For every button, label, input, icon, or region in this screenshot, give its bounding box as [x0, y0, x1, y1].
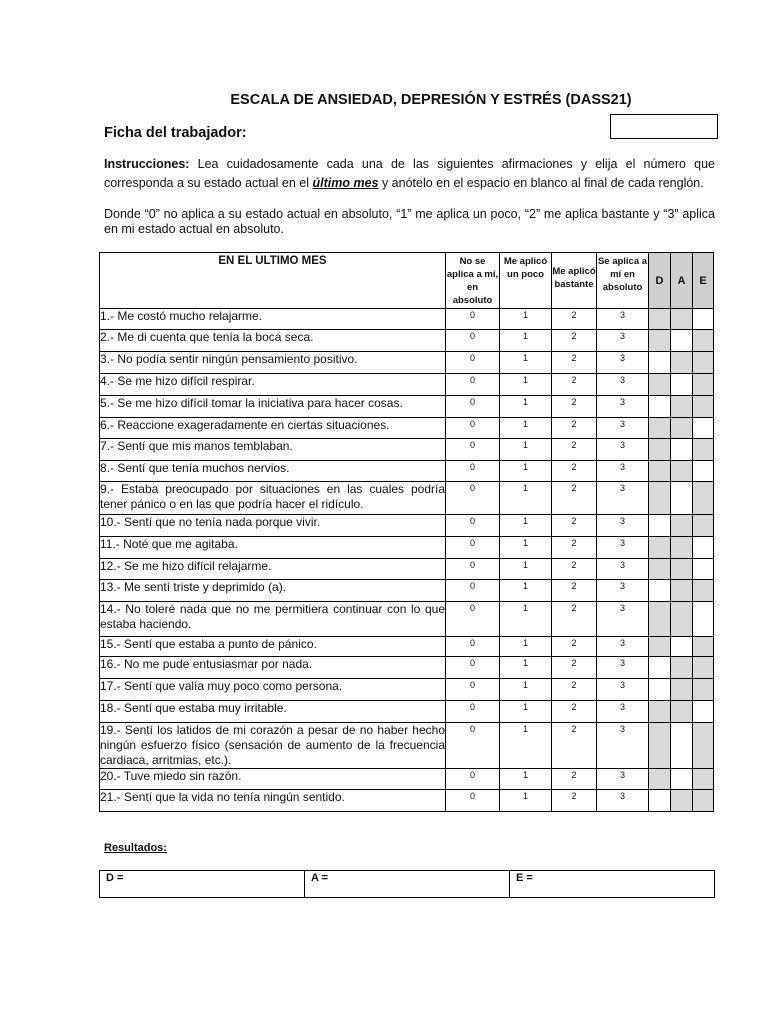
scale-option-0[interactable]: 0	[446, 396, 500, 418]
scale-option-3[interactable]: 3	[597, 482, 649, 515]
score-cell-e	[693, 679, 714, 701]
items-body	[100, 309, 714, 812]
scale-option-1[interactable]: 1	[500, 723, 552, 769]
score-cell-e	[693, 439, 714, 461]
scale-option-0[interactable]: 0	[446, 580, 500, 602]
item-text: 19.- Sentí los latidos de mi corazón a pesar de no haber hecho ningún esfuerzo físico (sensación de aumento de la frecuencia cardiaca, arritmias, etc.).	[100, 723, 445, 767]
item-text: 2.- Me di cuenta que tenía la boca seca.	[100, 330, 446, 352]
score-cell-e	[693, 482, 714, 515]
score-cell-d	[649, 461, 671, 482]
table-row	[100, 580, 714, 602]
item-text: 1.- Me costó mucho relajarme.	[100, 309, 446, 330]
score-cell-d[interactable]	[649, 790, 671, 812]
scale-option-3[interactable]: 3	[597, 769, 649, 790]
score-cell-d	[649, 559, 671, 580]
results-table	[99, 870, 715, 898]
score-cell-d	[649, 309, 671, 330]
item-text: 5.- Se me hizo difícil tomar la iniciativa para hacer cosas.	[100, 396, 446, 418]
table-row	[100, 602, 714, 637]
item-text: 10.- Sentí que no tenía nada porque vivir.	[100, 515, 446, 537]
scale-option-0[interactable]: 0	[446, 790, 500, 812]
scale-option-0[interactable]: 0	[446, 352, 500, 374]
scale-option-2[interactable]: 2	[552, 461, 597, 482]
score-cell-e	[693, 657, 714, 679]
score-cell-e[interactable]	[693, 701, 714, 723]
score-cell-a	[671, 657, 693, 679]
scale-option-1[interactable]: 1	[500, 309, 552, 330]
table-row	[100, 657, 714, 679]
score-cell-e	[693, 580, 714, 602]
col-header-a: A	[671, 253, 693, 309]
scale-option-3[interactable]: 3	[597, 701, 649, 723]
table-row	[100, 418, 714, 439]
table-row	[100, 482, 714, 515]
score-cell-e[interactable]	[693, 309, 714, 330]
scale-option-3[interactable]: 3	[597, 418, 649, 439]
scale-option-1[interactable]: 1	[500, 439, 552, 461]
table-row	[100, 330, 714, 352]
score-cell-e[interactable]	[693, 537, 714, 559]
scale-option-2[interactable]: 2	[552, 679, 597, 701]
scale-option-2[interactable]: 2	[552, 309, 597, 330]
scale-option-0[interactable]: 0	[446, 657, 500, 679]
score-cell-a[interactable]	[671, 330, 693, 352]
scale-option-0[interactable]: 0	[446, 515, 500, 537]
scale-option-2[interactable]: 2	[552, 769, 597, 790]
col-header-3: Se aplica a mí en absoluto	[597, 253, 649, 309]
scale-option-3[interactable]: 3	[597, 515, 649, 537]
score-cell-e	[693, 723, 714, 769]
score-cell-e	[693, 790, 714, 812]
scale-note: Donde “0” no aplica a su estado actual en absoluto, “1” me aplica un poco, “2” me aplica bastante y “3” aplica en mi estado actual en absoluto.	[104, 207, 715, 236]
scale-option-2[interactable]: 2	[552, 559, 597, 580]
score-cell-d[interactable]	[649, 396, 671, 418]
scale-option-1[interactable]: 1	[500, 352, 552, 374]
item-text: 14.- No toleré nada que no me permitiera continuar con lo que estaba haciendo.	[100, 602, 446, 637]
scale-option-0[interactable]: 0	[446, 439, 500, 461]
score-cell-e	[693, 637, 714, 657]
item-text: 8.- Sentí que tenía muchos nervios.	[100, 461, 446, 482]
score-cell-e	[693, 352, 714, 374]
table-row	[100, 396, 714, 418]
worker-sheet-input[interactable]	[610, 114, 718, 139]
scale-option-3[interactable]: 3	[597, 537, 649, 559]
scale-option-0[interactable]: 0	[446, 559, 500, 580]
score-cell-e[interactable]	[693, 559, 714, 580]
scale-option-3[interactable]: 3	[597, 637, 649, 657]
scale-option-3[interactable]: 3	[597, 679, 649, 701]
instructions	[104, 155, 715, 193]
scale-option-2[interactable]: 2	[552, 330, 597, 352]
item-text: 18.- Sentí que estaba muy irritable.	[100, 701, 446, 723]
scale-option-3[interactable]: 3	[597, 580, 649, 602]
scale-option-1[interactable]: 1	[500, 602, 552, 637]
score-cell-a[interactable]	[671, 374, 693, 396]
score-cell-a	[671, 396, 693, 418]
item-text: 3.- No podía sentir ningún pensamiento positivo.	[100, 352, 446, 374]
scale-option-0[interactable]: 0	[446, 679, 500, 701]
scale-option-2[interactable]: 2	[552, 352, 597, 374]
scale-option-3[interactable]: 3	[597, 602, 649, 637]
scale-option-3[interactable]: 3	[597, 790, 649, 812]
scale-option-1[interactable]: 1	[500, 679, 552, 701]
instructions-text-a: Lea cuidadosamente cada una de las siguientes afirmaciones y elija el número que corresponda a su estado actual en el	[104, 157, 715, 190]
scale-option-1[interactable]: 1	[500, 769, 552, 790]
scale-option-0[interactable]: 0	[446, 769, 500, 790]
score-cell-a	[671, 309, 693, 330]
col-header-d: D	[649, 253, 671, 309]
score-cell-e[interactable]	[693, 461, 714, 482]
scale-option-2[interactable]: 2	[552, 790, 597, 812]
score-cell-e[interactable]	[693, 418, 714, 439]
item-text: 9.- Estaba preocupado por situaciones en las cuales podría tener pánico o en las que podría hacer el ridículo.	[100, 482, 446, 515]
instructions-label: Instrucciones:	[104, 157, 190, 171]
score-cell-e	[693, 330, 714, 352]
score-cell-e	[693, 374, 714, 396]
score-cell-a	[671, 352, 693, 374]
score-cell-d[interactable]	[649, 657, 671, 679]
scale-option-3[interactable]: 3	[597, 374, 649, 396]
scale-option-3[interactable]: 3	[597, 657, 649, 679]
item-text: 6.- Reaccione exageradamente en ciertas situaciones.	[100, 418, 446, 439]
result-a[interactable]: A =	[305, 871, 510, 898]
item-text: 15.- Sentí que estaba a punto de pánico.	[100, 637, 446, 657]
scale-option-3[interactable]: 3	[597, 723, 649, 769]
scale-option-1[interactable]: 1	[500, 330, 552, 352]
table-row	[100, 374, 714, 396]
table-row	[100, 515, 714, 537]
scale-option-1[interactable]: 1	[500, 374, 552, 396]
scale-option-2[interactable]: 2	[552, 374, 597, 396]
item-text: 11.- Noté que me agitaba.	[100, 537, 446, 559]
table-row	[100, 559, 714, 580]
scale-option-2[interactable]: 2	[552, 657, 597, 679]
scale-option-3[interactable]: 3	[597, 330, 649, 352]
scale-option-2[interactable]: 2	[552, 701, 597, 723]
scale-option-3[interactable]: 3	[597, 352, 649, 374]
col-header-2: Me aplicó bastante	[552, 253, 597, 309]
item-text: 4.- Se me hizo difícil respirar.	[100, 374, 446, 396]
scale-option-0[interactable]: 0	[446, 330, 500, 352]
dass-table	[99, 252, 714, 812]
table-row	[100, 701, 714, 723]
scale-option-0[interactable]: 0	[446, 374, 500, 396]
col-header-0: No se aplica a mí, en absoluto	[446, 253, 500, 309]
table-row	[100, 790, 714, 812]
item-text: 12.- Se me hizo difícil relajarme.	[100, 559, 446, 580]
score-cell-a	[671, 515, 693, 537]
col-header-1: Me aplicó un poco	[500, 253, 552, 309]
scale-option-2[interactable]: 2	[552, 418, 597, 439]
score-cell-a	[671, 418, 693, 439]
scale-option-1[interactable]: 1	[500, 537, 552, 559]
table-row	[100, 352, 714, 374]
score-cell-a[interactable]	[671, 769, 693, 790]
score-cell-d	[649, 602, 671, 637]
scale-option-0[interactable]: 0	[446, 723, 500, 769]
scale-option-2[interactable]: 2	[552, 602, 597, 637]
score-cell-d	[649, 723, 671, 769]
score-cell-a	[671, 537, 693, 559]
item-text: 13.- Me sentí triste y deprimido (a).	[100, 580, 446, 602]
scale-option-1[interactable]: 1	[500, 637, 552, 657]
score-cell-a	[671, 701, 693, 723]
score-cell-d	[649, 418, 671, 439]
scale-option-3[interactable]: 3	[597, 461, 649, 482]
scale-option-2[interactable]: 2	[552, 637, 597, 657]
item-text: 20.- Tuve miedo sin razón.	[100, 769, 446, 790]
score-cell-e	[693, 769, 714, 790]
score-cell-a	[671, 559, 693, 580]
score-cell-a[interactable]	[671, 723, 693, 769]
scale-option-2[interactable]: 2	[552, 723, 597, 769]
table-row	[100, 309, 714, 330]
score-cell-d	[649, 330, 671, 352]
scale-option-0[interactable]: 0	[446, 418, 500, 439]
score-cell-a[interactable]	[671, 439, 693, 461]
table-row	[100, 537, 714, 559]
score-cell-d	[649, 701, 671, 723]
item-text: 7.- Sentí que mis manos temblaban.	[100, 439, 446, 461]
score-cell-a	[671, 580, 693, 602]
score-cell-d[interactable]	[649, 352, 671, 374]
table-row	[100, 461, 714, 482]
score-cell-d	[649, 439, 671, 461]
scale-option-1[interactable]: 1	[500, 657, 552, 679]
results-label: Resultados:	[104, 842, 167, 854]
score-cell-d	[649, 374, 671, 396]
table-row	[100, 769, 714, 790]
scale-option-0[interactable]: 0	[446, 701, 500, 723]
score-cell-d	[649, 769, 671, 790]
scale-option-1[interactable]: 1	[500, 482, 552, 515]
worker-sheet-label: Ficha del trabajador:	[104, 125, 247, 141]
scale-option-0[interactable]: 0	[446, 482, 500, 515]
result-e[interactable]: E =	[510, 871, 715, 898]
score-cell-d	[649, 537, 671, 559]
scale-option-1[interactable]: 1	[500, 580, 552, 602]
score-cell-a[interactable]	[671, 637, 693, 657]
item-text: 16.- No me pude entusiasmar por nada.	[100, 657, 446, 679]
scale-option-3[interactable]: 3	[597, 439, 649, 461]
scale-option-2[interactable]: 2	[552, 396, 597, 418]
score-cell-a	[671, 461, 693, 482]
scale-option-3[interactable]: 3	[597, 309, 649, 330]
result-d[interactable]: D =	[100, 871, 305, 898]
col-header-e: E	[693, 253, 714, 309]
table-row	[100, 679, 714, 701]
instructions-text-b: y anótelo en el espacio en blanco al final de cada renglón.	[378, 176, 704, 190]
score-cell-a	[671, 790, 693, 812]
scale-option-1[interactable]: 1	[500, 515, 552, 537]
scale-option-2[interactable]: 2	[552, 439, 597, 461]
scale-option-1[interactable]: 1	[500, 396, 552, 418]
item-text: 21.- Sentí que la vida no tenía ningún sentido.	[100, 790, 446, 812]
table-row	[100, 637, 714, 657]
table-row	[100, 439, 714, 461]
score-cell-a[interactable]	[671, 482, 693, 515]
score-cell-d[interactable]	[649, 515, 671, 537]
scale-option-0[interactable]: 0	[446, 637, 500, 657]
scale-option-1[interactable]: 1	[500, 461, 552, 482]
instructions-emphasis: último mes	[312, 176, 379, 190]
scale-option-3[interactable]: 3	[597, 396, 649, 418]
score-cell-a	[671, 602, 693, 637]
scale-option-0[interactable]: 0	[446, 602, 500, 637]
item-text: 17.- Sentí que valía muy poco como persona.	[100, 679, 446, 701]
scale-option-0[interactable]: 0	[446, 461, 500, 482]
score-cell-d	[649, 637, 671, 657]
score-cell-d[interactable]	[649, 580, 671, 602]
page-title: ESCALA DE ANSIEDAD, DEPRESIÓN Y ESTRÉS (DASS21)	[230, 92, 632, 108]
scale-option-0[interactable]: 0	[446, 309, 500, 330]
scale-option-2[interactable]: 2	[552, 537, 597, 559]
score-cell-e	[693, 515, 714, 537]
table-heading: EN EL ULTIMO MES	[100, 253, 446, 309]
scale-option-2[interactable]: 2	[552, 515, 597, 537]
scale-option-3[interactable]: 3	[597, 559, 649, 580]
scale-option-2[interactable]: 2	[552, 482, 597, 515]
score-cell-e[interactable]	[693, 602, 714, 637]
table-row	[100, 723, 714, 769]
scale-option-1[interactable]: 1	[500, 790, 552, 812]
scale-option-1[interactable]: 1	[500, 559, 552, 580]
score-cell-e	[693, 396, 714, 418]
score-cell-d[interactable]	[649, 679, 671, 701]
scale-option-1[interactable]: 1	[500, 418, 552, 439]
score-cell-a	[671, 679, 693, 701]
score-cell-d	[649, 482, 671, 515]
scale-option-1[interactable]: 1	[500, 701, 552, 723]
scale-option-0[interactable]: 0	[446, 537, 500, 559]
scale-option-2[interactable]: 2	[552, 580, 597, 602]
